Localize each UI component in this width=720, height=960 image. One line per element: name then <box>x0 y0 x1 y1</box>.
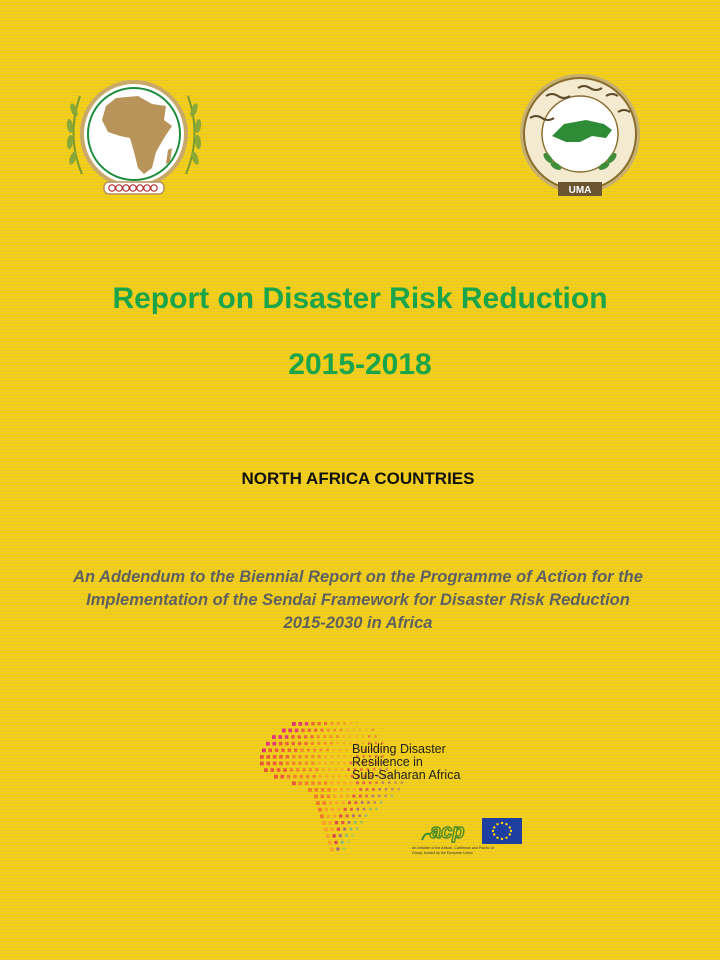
map-dot <box>334 841 337 844</box>
map-dot <box>337 755 340 758</box>
map-dot <box>270 768 274 772</box>
map-dot <box>281 748 285 752</box>
map-dot <box>360 821 362 823</box>
region-subtitle: NORTH AFRICA COUNTRIES <box>241 469 475 488</box>
map-dot <box>298 742 301 745</box>
map-dot <box>324 755 327 758</box>
uma-emblem-icon <box>508 72 652 202</box>
map-dot <box>359 788 362 791</box>
map-dot <box>324 828 328 832</box>
map-dot <box>363 808 366 811</box>
map-dot <box>391 795 393 797</box>
map-dot <box>333 795 336 798</box>
map-dot <box>292 742 295 745</box>
map-dot <box>286 755 290 759</box>
map-dot <box>320 795 324 799</box>
map-dot <box>318 762 321 765</box>
map-dot <box>314 795 318 799</box>
map-dot <box>280 775 284 779</box>
map-dot <box>330 847 334 851</box>
map-dot <box>365 729 367 731</box>
map-dot <box>295 729 299 733</box>
map-dot <box>337 828 340 831</box>
map-dot <box>354 801 357 804</box>
map-dot <box>334 788 337 791</box>
map-dot <box>339 814 342 817</box>
map-dot <box>335 821 338 824</box>
map-dot <box>307 748 310 751</box>
map-dot <box>279 742 283 746</box>
map-dot <box>345 748 348 751</box>
map-dot <box>332 775 335 778</box>
map-dot <box>352 729 355 732</box>
program-line: Building Disaster <box>352 742 446 756</box>
map-dot <box>273 755 277 759</box>
map-dot <box>311 755 314 758</box>
map-dot <box>318 722 321 725</box>
map-dot <box>305 722 309 726</box>
map-dot <box>334 768 337 771</box>
map-dot <box>376 808 378 810</box>
map-dot <box>264 768 268 772</box>
map-dot <box>314 729 317 732</box>
map-dot <box>340 788 343 791</box>
map-dot <box>347 841 349 843</box>
map-dot <box>279 762 283 766</box>
map-dot <box>348 821 351 824</box>
map-dot <box>305 762 308 765</box>
map-dot <box>311 742 314 745</box>
map-dot <box>313 748 316 751</box>
map-dot <box>266 762 270 766</box>
map-dot <box>324 808 328 812</box>
map-dot <box>336 735 339 738</box>
map-dot <box>273 762 277 766</box>
map-dot <box>338 775 341 778</box>
map-dot <box>343 755 346 758</box>
map-dot <box>324 722 327 725</box>
map-dot <box>343 781 346 784</box>
map-dot <box>359 729 361 731</box>
map-dot <box>318 808 322 812</box>
map-dot <box>311 762 314 765</box>
map-dot <box>330 762 333 765</box>
map-dot <box>350 828 353 831</box>
map-dot <box>266 755 270 759</box>
map-dot <box>292 722 296 726</box>
map-dot <box>346 729 349 732</box>
map-dot <box>352 834 354 836</box>
map-dot <box>315 768 318 771</box>
map-dot <box>336 742 339 745</box>
map-dot <box>333 729 336 732</box>
map-dot <box>326 834 330 838</box>
map-dot <box>314 788 318 792</box>
map-dot <box>286 762 290 766</box>
map-dot <box>300 748 303 751</box>
program-line: Sub-Saharan Africa <box>352 768 461 782</box>
map-dot <box>332 834 335 837</box>
map-dot <box>340 729 343 732</box>
map-dot <box>337 762 340 765</box>
map-dot <box>343 762 346 765</box>
map-dot <box>298 755 301 758</box>
map-dot <box>372 795 375 798</box>
map-dot <box>339 748 342 751</box>
map-dot <box>335 801 338 804</box>
map-dot <box>285 742 289 746</box>
map-dot <box>317 742 320 745</box>
map-dot <box>298 762 301 765</box>
map-dot <box>306 775 309 778</box>
map-dot <box>287 775 291 779</box>
map-dot <box>344 808 347 811</box>
map-dot <box>353 788 356 791</box>
report-title: Report on Disaster Risk Reduction <box>112 282 608 315</box>
map-dot <box>372 729 374 731</box>
map-dot <box>340 795 343 798</box>
map-dot <box>316 801 320 805</box>
map-dot <box>311 722 314 725</box>
map-dot <box>312 775 315 778</box>
fine-print-line: Group, funded by the European Union <box>412 851 473 855</box>
map-dot <box>317 735 320 738</box>
eu-flag-icon <box>482 818 522 844</box>
map-dot <box>305 755 308 758</box>
map-dot <box>398 788 400 790</box>
map-dot <box>292 762 295 765</box>
map-dot <box>272 735 276 739</box>
map-dot <box>268 748 272 752</box>
map-dot <box>290 768 294 772</box>
map-dot <box>288 748 292 752</box>
map-dot <box>374 735 376 737</box>
map-dot <box>322 768 325 771</box>
map-dot <box>347 768 350 771</box>
map-dot <box>343 847 345 849</box>
map-dot <box>380 801 382 803</box>
map-dot <box>304 735 307 738</box>
map-dot <box>308 729 311 732</box>
map-dot <box>274 775 278 779</box>
map-dot <box>292 781 296 785</box>
map-dot <box>319 775 322 778</box>
map-dot <box>279 755 283 759</box>
fine-print-line: An initiative of the African, Caribbean and Pacific Gr <box>412 846 495 850</box>
map-dot <box>293 775 297 779</box>
map-dot <box>298 722 302 726</box>
map-dot <box>361 801 364 804</box>
map-dot <box>356 722 358 724</box>
map-dot <box>341 841 344 844</box>
map-dot <box>300 775 304 779</box>
map-dot <box>329 801 333 805</box>
map-dot <box>337 722 340 725</box>
map-dot <box>346 795 349 798</box>
map-dot <box>341 821 344 824</box>
program-line: Resilience in <box>352 755 423 769</box>
map-dot <box>346 814 349 817</box>
addendum-line: An Addendum to the Biennial Report on the Programme of Action for the <box>73 568 643 586</box>
map-dot <box>327 795 331 799</box>
map-dot <box>325 775 328 778</box>
map-dot <box>391 788 393 790</box>
acp-logo-icon <box>420 816 480 846</box>
map-dot <box>311 781 315 785</box>
map-dot <box>352 795 355 798</box>
map-dot <box>384 795 386 797</box>
program-name <box>352 743 460 782</box>
map-dot <box>296 768 299 771</box>
map-dot <box>342 801 345 804</box>
map-dot <box>318 755 321 758</box>
map-dot <box>350 722 353 725</box>
map-dot <box>369 808 371 810</box>
map-dot <box>358 814 361 817</box>
map-dot <box>324 762 327 765</box>
map-dot <box>343 722 346 725</box>
map-dot <box>321 788 325 792</box>
map-dot <box>318 781 321 784</box>
map-dot <box>320 814 324 818</box>
map-dot <box>342 735 345 738</box>
map-dot <box>301 729 305 733</box>
map-dot <box>336 847 339 850</box>
map-dot <box>330 722 333 725</box>
map-dot <box>262 748 266 752</box>
map-dot <box>277 768 281 772</box>
map-dot <box>308 788 312 792</box>
map-dot <box>330 742 333 745</box>
map-dot <box>324 781 327 784</box>
map-dot <box>309 768 312 771</box>
map-dot <box>355 735 358 738</box>
map-dot <box>362 735 364 737</box>
map-dot <box>346 788 349 791</box>
map-dot <box>366 788 369 791</box>
map-dot <box>302 768 305 771</box>
map-dot <box>291 735 295 739</box>
map-dot <box>333 814 336 817</box>
map-dot <box>328 841 332 845</box>
map-dot <box>328 768 331 771</box>
addendum-description <box>40 566 676 635</box>
addendum-line: 2015-2030 in Africa <box>283 614 433 632</box>
map-dot <box>294 748 297 751</box>
map-dot <box>322 801 326 805</box>
map-dot <box>305 781 309 785</box>
map-dot <box>288 729 292 733</box>
map-dot <box>324 742 327 745</box>
map-dot <box>330 735 333 738</box>
map-dot <box>285 735 289 739</box>
african-union-emblem-icon <box>60 76 208 202</box>
map-dot <box>356 808 359 811</box>
map-dot <box>272 742 276 746</box>
acp-label: acp <box>430 821 465 843</box>
map-dot <box>350 808 353 811</box>
map-dot <box>348 801 351 804</box>
map-dot <box>292 755 295 758</box>
map-dot <box>354 821 357 824</box>
map-dot <box>327 729 330 732</box>
map-dot <box>310 735 313 738</box>
map-dot <box>275 748 279 752</box>
map-dot <box>365 795 368 798</box>
map-dot <box>378 795 381 798</box>
map-dot <box>330 781 333 784</box>
map-dot <box>298 735 301 738</box>
map-dot <box>385 788 388 791</box>
map-dot <box>337 781 340 784</box>
map-dot <box>378 788 381 791</box>
addendum-line: Implementation of the Sendai Framework for Disaster Risk Reduction <box>86 591 630 609</box>
map-dot <box>352 814 355 817</box>
map-dot <box>368 735 370 737</box>
map-dot <box>260 762 264 766</box>
report-years: 2015-2018 <box>288 348 432 381</box>
map-dot <box>304 742 307 745</box>
map-dot <box>283 768 287 772</box>
map-dot <box>359 795 362 798</box>
map-dot <box>356 828 358 830</box>
map-dot <box>266 742 270 746</box>
map-dot <box>341 768 344 771</box>
map-dot <box>330 755 333 758</box>
map-dot <box>367 801 370 804</box>
map-dot <box>345 834 348 837</box>
map-dot <box>278 735 282 739</box>
map-dot <box>365 814 367 816</box>
map-dot <box>339 834 342 837</box>
map-dot <box>282 729 286 733</box>
map-dot <box>328 821 332 825</box>
map-dot <box>326 814 330 818</box>
map-dot <box>349 735 352 738</box>
map-dot <box>344 775 347 778</box>
partner-fine-print <box>412 846 552 856</box>
map-dot <box>298 781 302 785</box>
map-dot <box>343 828 346 831</box>
map-dot <box>326 748 329 751</box>
dotted-africa-map-icon <box>252 712 422 862</box>
map-dot <box>320 729 323 732</box>
map-dot <box>320 748 323 751</box>
map-dot <box>374 801 376 803</box>
map-dot <box>337 808 340 811</box>
map-dot <box>322 821 326 825</box>
map-dot <box>331 808 334 811</box>
map-dot <box>323 735 326 738</box>
map-dot <box>327 788 331 792</box>
map-dot <box>332 748 335 751</box>
map-dot <box>372 788 375 791</box>
uma-label: UMA <box>568 185 592 196</box>
map-dot <box>260 755 264 759</box>
map-dot <box>330 828 334 832</box>
map-dot <box>343 742 346 745</box>
